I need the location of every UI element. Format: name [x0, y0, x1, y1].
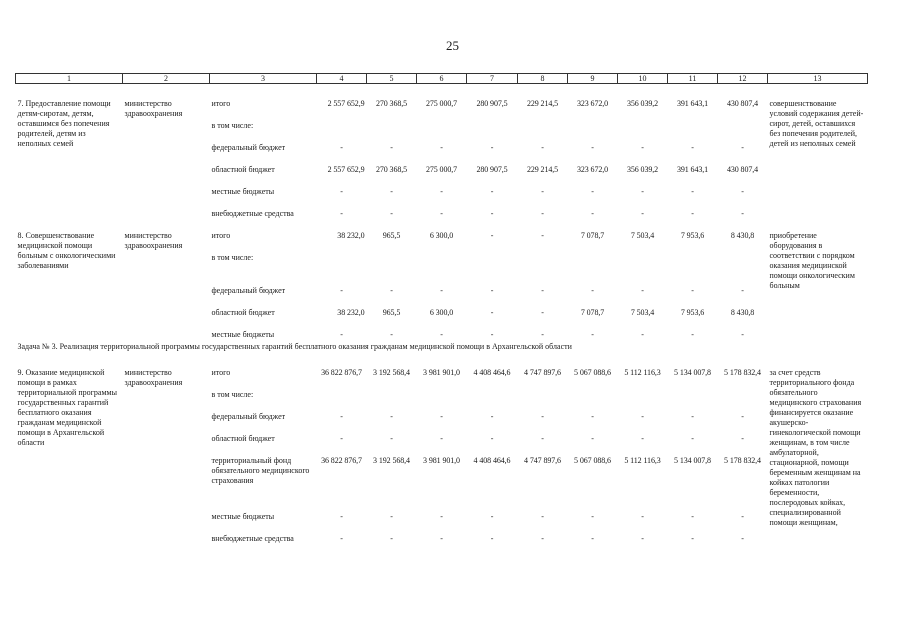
column-number: 4 — [317, 74, 367, 84]
cell-value: 280 907,5 — [476, 165, 508, 174]
cell-value: - — [390, 143, 393, 152]
table-row — [16, 368, 868, 390]
cell-value: - — [741, 143, 744, 152]
cell-value: - — [591, 412, 594, 421]
cell-value: 5 134 007,8 — [674, 456, 711, 465]
cell-value: 270 368,5 — [375, 165, 408, 174]
cell-value: 275 000,7 — [425, 165, 458, 174]
cell-value: 5 112 116,3 — [624, 456, 661, 465]
cell-value: - — [641, 434, 644, 443]
column-number: 1 — [16, 74, 123, 84]
cell-value: - — [591, 209, 594, 218]
row-label: областной бюджет — [211, 308, 275, 317]
cell-value: - — [591, 143, 594, 152]
cell-value: - — [490, 187, 494, 196]
cell-value: 4 408 464,6 — [473, 456, 511, 465]
cell-value: - — [541, 512, 544, 521]
cell-value: - — [340, 412, 343, 421]
cell-value: - — [340, 512, 343, 521]
cell-value: 391 643,1 — [676, 165, 709, 174]
cell-value: - — [340, 143, 343, 152]
cell-value: - — [390, 286, 393, 295]
cell-value: - — [340, 330, 343, 339]
cell-value: - — [541, 209, 544, 218]
cell-value: - — [541, 434, 544, 443]
cell-value: - — [390, 412, 393, 421]
cell-value: - — [691, 434, 694, 443]
cell-value: - — [741, 412, 744, 421]
cell-value: - — [641, 187, 644, 196]
cell-value: 5 067 088,6 — [574, 456, 611, 465]
cell-value: 965,5 — [382, 308, 401, 317]
row-label: итого — [211, 99, 231, 108]
cell-value: - — [591, 330, 594, 339]
cell-value: 8 430,8 — [730, 308, 755, 317]
cell-value: - — [440, 187, 443, 196]
cell-value: 7 503,4 — [630, 231, 655, 240]
cell-value: - — [691, 412, 694, 421]
row-label: областной бюджет — [211, 165, 275, 174]
cell-value: - — [440, 412, 443, 421]
cell-value: - — [691, 286, 694, 295]
cell-value: - — [440, 512, 443, 521]
cell-value: - — [490, 143, 494, 152]
row-label: федеральный бюджет — [211, 143, 286, 152]
cell-value: 5 178 832,4 — [724, 456, 761, 465]
column-number-row — [16, 74, 868, 84]
row-label: в том числе: — [211, 253, 254, 262]
program-table — [15, 73, 868, 586]
cell-value: 965,5 — [382, 231, 401, 240]
cell-value: 7 078,7 — [580, 308, 605, 317]
column-number: 8 — [518, 74, 568, 84]
cell-value: 391 643,1 — [676, 99, 709, 108]
cell-value: 229 214,5 — [526, 99, 559, 108]
column-number: 11 — [668, 74, 718, 84]
item7-name: 7. Предоставление помощи детям-сиротам, детям, оставшимся без попечения родителей, детям из неполных семей — [17, 99, 111, 148]
column-number: 10 — [618, 74, 668, 84]
cell-value: - — [390, 209, 393, 218]
cell-value: - — [440, 534, 443, 543]
cell-value: 229 214,5 — [526, 165, 559, 174]
cell-value: - — [490, 286, 494, 295]
row-label: в том числе: — [211, 121, 254, 130]
cell-value: - — [490, 231, 494, 240]
row-label: внебюджетные средства — [211, 209, 294, 218]
cell-value: 2 557 652,9 — [327, 165, 365, 174]
cell-value: - — [541, 330, 544, 339]
cell-value: - — [490, 512, 494, 521]
cell-value: - — [641, 209, 644, 218]
item9-result: за счет средств территориального фонда обязательного медицинского страхования финансируется оказание акушерско-гинекологической помощи женщинам, в том числе амбулаторной, стационарной, помощи беременным женщинам на койках патологии беременности, послеродовых койках, специализированной помощи женщинам, — [769, 368, 862, 527]
item7-executor: министерство здравоохранения — [124, 99, 183, 118]
cell-value: 7 953,6 — [680, 308, 705, 317]
cell-value: 3 192 568,4 — [373, 456, 410, 465]
cell-value: - — [340, 187, 343, 196]
cell-value: - — [741, 512, 744, 521]
cell-value: 356 039,2 — [626, 99, 659, 108]
cell-value: - — [541, 412, 544, 421]
cell-value: - — [641, 330, 644, 339]
cell-value: 270 368,5 — [375, 99, 408, 108]
cell-value: 5 067 088,6 — [574, 368, 611, 377]
cell-value: 3 192 568,4 — [373, 368, 410, 377]
cell-value: - — [691, 534, 694, 543]
cell-value: - — [490, 330, 494, 339]
cell-value: 3 981 901,0 — [423, 368, 460, 377]
cell-value: - — [340, 209, 343, 218]
cell-value: - — [741, 286, 744, 295]
cell-value: - — [691, 187, 694, 196]
cell-value: 3 981 901,0 — [423, 456, 460, 465]
cell-value: - — [741, 209, 744, 218]
cell-value: 275 000,7 — [425, 99, 458, 108]
cell-value: - — [641, 534, 644, 543]
column-number: 7 — [467, 74, 518, 84]
cell-value: - — [741, 534, 744, 543]
cell-value: - — [440, 330, 443, 339]
task-heading: Задача № 3. Реализация территориальной программы государственных гарантий бесплатного оказания гражданам медицинской помощи в Архангельской области — [17, 342, 572, 351]
column-number: 2 — [123, 74, 210, 84]
cell-value: - — [591, 512, 594, 521]
cell-value: 7 503,4 — [630, 308, 655, 317]
cell-value: - — [741, 330, 744, 339]
cell-value: - — [541, 308, 544, 317]
cell-value: - — [541, 187, 544, 196]
row-label: областной бюджет — [211, 434, 275, 443]
cell-value: - — [591, 534, 594, 543]
page-number: 25 — [446, 38, 459, 53]
cell-value: 4 747 897,6 — [524, 456, 561, 465]
cell-value: - — [490, 534, 494, 543]
cell-value: - — [641, 143, 644, 152]
row-label: внебюджетные средства — [211, 534, 294, 543]
cell-value: - — [691, 209, 694, 218]
task-heading-row — [16, 342, 868, 368]
cell-value: - — [591, 187, 594, 196]
cell-value: - — [340, 434, 343, 443]
column-number: 13 — [768, 74, 868, 84]
cell-value: - — [340, 534, 343, 543]
cell-value: 7 953,6 — [680, 231, 705, 240]
cell-value: 2 557 652,9 — [327, 99, 365, 108]
column-number: 6 — [417, 74, 467, 84]
column-number: 5 — [367, 74, 417, 84]
row-label: федеральный бюджет — [211, 286, 286, 295]
cell-value: 356 039,2 — [626, 165, 659, 174]
cell-value: 5 178 832,4 — [724, 368, 761, 377]
row-label: местные бюджеты — [211, 512, 275, 521]
cell-value: - — [591, 434, 594, 443]
cell-value: 430 807,4 — [726, 165, 759, 174]
cell-value: - — [691, 330, 694, 339]
cell-value: - — [691, 512, 694, 521]
cell-value: - — [390, 512, 393, 521]
cell-value: 6 300,0 — [429, 231, 454, 240]
cell-value: - — [541, 534, 544, 543]
cell-value: - — [741, 434, 744, 443]
row-label: федеральный бюджет — [211, 412, 286, 421]
cell-value: 323 672,0 — [576, 99, 609, 108]
cell-value: - — [440, 434, 443, 443]
table-row — [16, 231, 868, 253]
cell-value: 4 747 897,6 — [524, 368, 561, 377]
cell-value: 323 672,0 — [576, 165, 609, 174]
column-number: 9 — [568, 74, 618, 84]
row-label: итого — [211, 231, 231, 240]
cell-value: - — [541, 231, 544, 240]
row-label: итого — [211, 368, 231, 377]
cell-value: - — [490, 209, 494, 218]
item8-result: приобретение оборудования в соответствии с порядком оказания медицинской помощи онкологическим больным — [769, 231, 855, 290]
cell-value: - — [591, 286, 594, 295]
cell-value: - — [440, 143, 443, 152]
cell-value: 430 807,4 — [726, 99, 759, 108]
cell-value: - — [490, 308, 494, 317]
row-label: территориальный фонд обязательного медицинского страхования — [211, 456, 310, 485]
cell-value: 7 078,7 — [580, 231, 605, 240]
row-label: местные бюджеты — [211, 330, 275, 339]
item7-result: совершенствование условий содержания детей-сирот, детей, оставшихся без попечения родителей, детей из неполных семей — [769, 99, 864, 148]
row-label: местные бюджеты — [211, 187, 275, 196]
cell-value: 5 112 116,3 — [624, 368, 661, 377]
item9-executor: министерство здравоохранения — [124, 368, 183, 387]
item8-executor: министерство здравоохранения — [124, 231, 183, 250]
cell-value: - — [440, 286, 443, 295]
cell-value: - — [390, 434, 393, 443]
cell-value: 38 232,0 — [337, 308, 365, 317]
cell-value: - — [490, 412, 494, 421]
cell-value: 4 408 464,6 — [473, 368, 511, 377]
cell-value: 8 430,8 — [730, 231, 755, 240]
cell-value: - — [641, 412, 644, 421]
table-row — [16, 99, 868, 121]
cell-value: - — [541, 286, 544, 295]
cell-value: 6 300,0 — [429, 308, 454, 317]
cell-value: 38 232,0 — [337, 231, 365, 240]
cell-value: - — [741, 187, 744, 196]
cell-value: - — [541, 143, 544, 152]
item8-name: 8. Совершенствование медицинской помощи больным с онкологическими заболеваниями — [17, 231, 116, 270]
cell-value: 5 134 007,8 — [674, 368, 711, 377]
cell-value: - — [440, 209, 443, 218]
cell-value: 36 822 876,7 — [321, 368, 362, 377]
row-label: в том числе: — [211, 390, 254, 399]
cell-value: - — [490, 434, 494, 443]
cell-value: - — [340, 286, 343, 295]
cell-value: - — [691, 143, 694, 152]
cell-value: 280 907,5 — [476, 99, 508, 108]
cell-value: - — [390, 187, 393, 196]
cell-value: - — [641, 286, 644, 295]
cell-value: - — [390, 330, 393, 339]
cell-value: 36 822 876,7 — [321, 456, 362, 465]
column-number: 3 — [210, 74, 317, 84]
column-number: 12 — [718, 74, 768, 84]
item9-name: 9. Оказание медицинской помощи в рамках территориальной программы государственных гарантий бесплатного оказания гражданам медицинской помощи в Архангельской области — [17, 368, 117, 447]
cell-value: - — [641, 512, 644, 521]
cell-value: - — [390, 534, 393, 543]
